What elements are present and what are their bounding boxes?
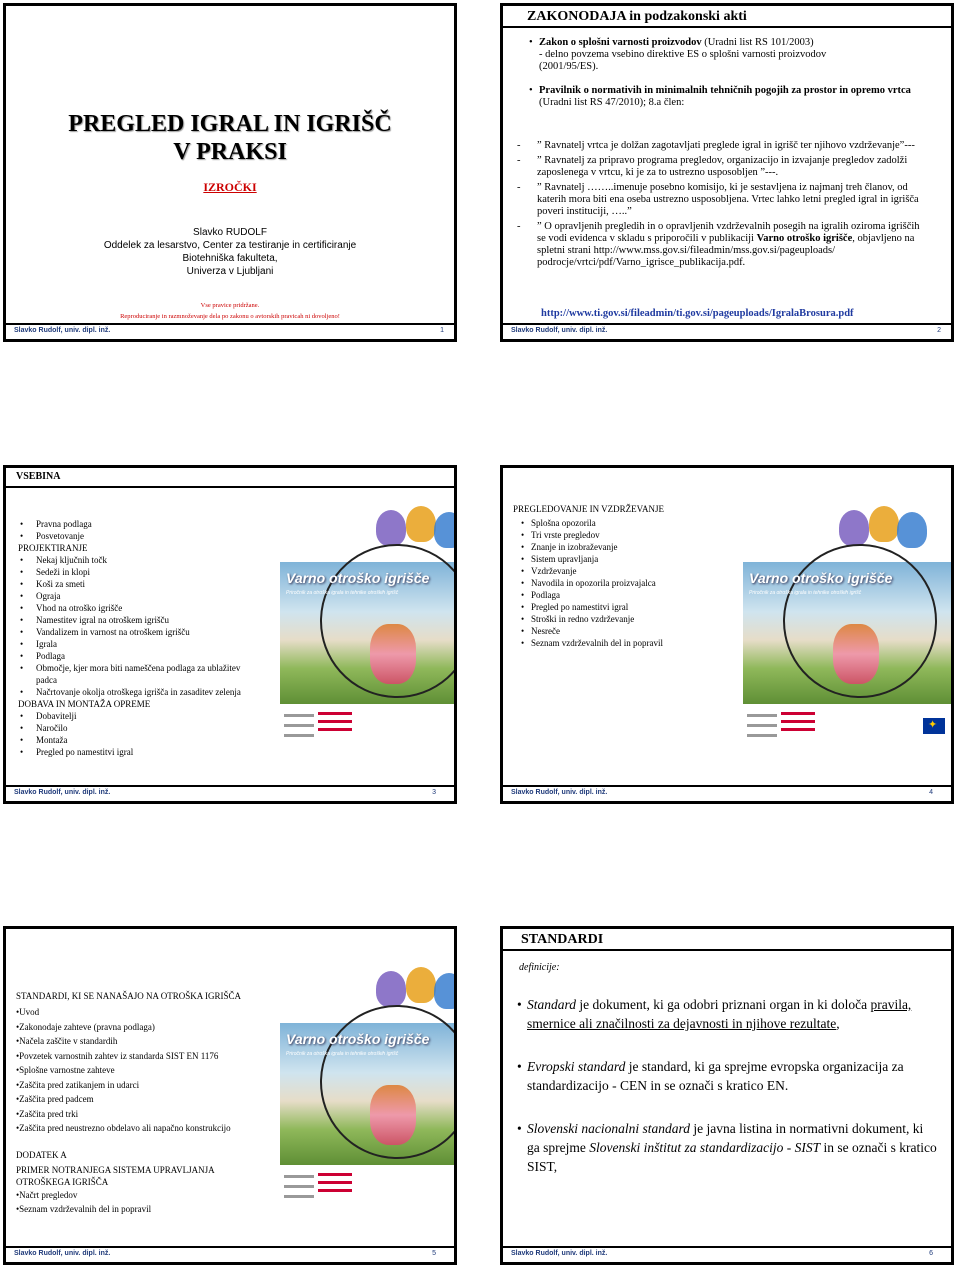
rule-title: Pravilnik o normativih in minimalnih tehničnih pogojih za prostor in opremo vrtca bbox=[539, 85, 911, 96]
standards-list bbox=[16, 1005, 272, 1136]
appendix bbox=[16, 1149, 266, 1216]
child-image bbox=[370, 624, 416, 684]
contents-item: • Sedeži in klopi bbox=[18, 566, 250, 578]
hand-icon bbox=[434, 973, 457, 1009]
cover-title: Varno otroško igrišče bbox=[286, 1031, 430, 1047]
maintenance-item: • Pregled po namestitvi igral bbox=[531, 601, 731, 613]
rights-line: Reproduciranje in razmnoževanje dela po zakonu o avtorskih pravicah ni dovoljeno! bbox=[120, 313, 340, 320]
slide-title: VSEBINA bbox=[6, 468, 454, 488]
contents-item: • Nekaj ključnih točk bbox=[18, 554, 250, 566]
dash-item: - ” Ravnatelj vrtca je dolžan zagotavljati preglede igral in igrišč ter njihovo vzdrževanje”--- bbox=[517, 140, 915, 151]
org-line: Biotehniška fakulteta, bbox=[182, 253, 278, 264]
rights-line: Vse pravice pridržane. bbox=[200, 302, 260, 309]
ministry-logos bbox=[747, 708, 867, 744]
cover-subtitle: Priročnik za otroška igrala in tehnike otroških igrišč bbox=[286, 590, 399, 596]
standards-item: •Uvod bbox=[16, 1007, 40, 1017]
term: Standard bbox=[527, 997, 577, 1012]
brochure-cover bbox=[280, 965, 457, 1205]
standards-item: •Načela zaščite v standardih bbox=[16, 1036, 118, 1046]
maintenance-item: • Vzdrževanje bbox=[531, 565, 731, 577]
standards-item: •Zaščita pred zatikanjem in udarci bbox=[16, 1079, 140, 1090]
slide-footer bbox=[6, 323, 454, 339]
law-desc: - delno povzema vsebino direktive ES o splošni varnosti proizvodov bbox=[539, 49, 827, 60]
slide-2 bbox=[500, 3, 954, 342]
standards-item: •Zaščita pred neustrezno obdelavo ali napačno konstrukcijo bbox=[16, 1123, 231, 1133]
slide-5 bbox=[3, 926, 457, 1265]
cover-title: Varno otroško igrišče bbox=[749, 570, 893, 586]
contents-item: • Pravna podlaga bbox=[18, 518, 250, 530]
contents-item: • Vandalizem in varnost na otroškem igrišču bbox=[18, 626, 250, 638]
appendix-item: •Načrt pregledov bbox=[16, 1189, 78, 1200]
brochure-link[interactable]: http://www.ti.gov.si/fileadmin/ti.gov.si/pageuploads/IgralaBrosura.pdf bbox=[541, 308, 854, 319]
appendix-item: PRIMER NOTRANJEGA SISTEMA UPRAVLJANJA OTROŠKEGA IGRIŠČA bbox=[16, 1164, 215, 1187]
ministry-logos bbox=[284, 708, 404, 744]
contents-item: • Koši za smeti bbox=[18, 578, 250, 590]
hand-icon bbox=[406, 967, 436, 1003]
hand-icon bbox=[839, 510, 869, 546]
maintenance-item: • Tri vrste pregledov bbox=[531, 529, 731, 541]
contents-item: • Območje, kjer mora biti nameščena podlaga za ublažitev padca bbox=[18, 662, 250, 686]
contents-item: DOBAVA IN MONTAŽA OPREME bbox=[18, 699, 151, 709]
subtitle: IZROČKI bbox=[203, 180, 257, 194]
dash-list bbox=[517, 140, 925, 269]
org-line: Oddelek za lesarstvo, Center za testiranje in certificiranje bbox=[103, 240, 357, 251]
standards-item: •Povzetek varnostnih zahtev iz standarda SIST EN 1176 bbox=[16, 1050, 219, 1061]
ministry-logos bbox=[284, 1169, 404, 1205]
slide-title: STANDARDI bbox=[503, 929, 951, 951]
footer-author: Slavko Rudolf, univ. dipl. inž. bbox=[14, 789, 111, 796]
dash-text: ” Ravnatelj za pripravo programa pregledov, organizacijo in izvajanje pregledov zadolži zaposlenega v vrtcu, ki je za to ustrezno usposobljen ”---. bbox=[537, 155, 908, 178]
footer-author: Slavko Rudolf, univ. dipl. inž. bbox=[511, 789, 608, 796]
contents-item: • Načrtovanje okolja otroškega igrišča in zasaditev zelenja bbox=[18, 686, 250, 698]
maintenance-item: • Znanje in izobraževanje bbox=[531, 541, 731, 553]
slide-title bbox=[6, 110, 454, 166]
page-number: 4 bbox=[929, 789, 933, 796]
slide-1 bbox=[3, 3, 457, 342]
slide-body bbox=[539, 37, 941, 109]
def-text: in se označi s kratico SIST, bbox=[527, 1140, 937, 1174]
page-number: 1 bbox=[440, 327, 444, 334]
contents-item: • Pregled po namestitvi igral bbox=[18, 746, 250, 758]
child-image bbox=[370, 1085, 416, 1145]
bullet-law bbox=[539, 37, 941, 73]
law-ref: (Uradni list RS 101/2003) bbox=[701, 37, 814, 48]
brochure-cover bbox=[280, 504, 457, 744]
def-text: je javna listina in normativni dokument, ki ga sprejme bbox=[527, 1121, 924, 1155]
slide-footer bbox=[6, 1246, 454, 1262]
maintenance-item: • Splošna opozorila bbox=[531, 517, 731, 529]
page-number: 3 bbox=[432, 789, 436, 796]
term: Slovenski inštitut za standardizacijo - SIST bbox=[589, 1140, 821, 1155]
standards-item: •Zaščita pred padcem bbox=[16, 1094, 94, 1104]
definitions-label: definicije: bbox=[519, 962, 560, 973]
contents-item: • Posvetovanje bbox=[18, 530, 250, 542]
slide-4 bbox=[500, 465, 954, 804]
bullet-rule bbox=[539, 85, 941, 109]
dash-text: ” Ravnatelj ……..imenuje posebno komisijo, ki je sestavljena iz najmanj treh članov, od katerih mora biti ena oseba ustrezno usposobljena. Vrtec lahko letni pregled igral in igrišča poveri instituciji, …..” bbox=[537, 182, 919, 217]
section-heading: PREGLEDOVANJE IN VZDRŽEVANJE bbox=[513, 504, 665, 514]
org-line: Univerza v Ljubljani bbox=[186, 266, 274, 277]
dash-item: - ” Ravnatelj za pripravo programa pregledov, organizacijo in izvajanje pregledov zadolži zaposlenega v vrtcu, ki je za to ustrezno usposobljen ”---. bbox=[517, 155, 908, 178]
contents-item: • Naročilo bbox=[18, 722, 250, 734]
brochure-cover bbox=[743, 504, 953, 744]
hand-icon bbox=[376, 971, 406, 1007]
term: Slovenski nacionalni standard bbox=[527, 1121, 690, 1136]
slide-3 bbox=[3, 465, 457, 804]
hand-icon bbox=[869, 506, 899, 542]
publication-name: Varno otroško igrišče bbox=[756, 233, 853, 244]
def-underlined: pravila, smernice ali značilnosti za dejavnosti in njihove rezultate bbox=[527, 997, 912, 1031]
term: Evropski standard bbox=[527, 1059, 626, 1074]
maintenance-item: • Stroški in redno vzdrževanje bbox=[531, 613, 731, 625]
section-heading: STANDARDI, KI SE NANAŠAJO NA OTROŠKA IGRIŠČA bbox=[16, 991, 242, 1001]
contents-item: • Namestitev igral na otroškem igrišču bbox=[18, 614, 250, 626]
dash-text: ” Ravnatelj vrtca je dolžan zagotavljati preglede igral in igrišč ter njihovo vzdrževanje”--- bbox=[537, 140, 915, 151]
slide-footer bbox=[503, 785, 951, 801]
rights bbox=[6, 300, 454, 322]
def-text: , bbox=[836, 1016, 840, 1031]
law-title: Zakon o splošni varnosti proizvodov bbox=[539, 37, 702, 48]
cover-title: Varno otroško igrišče bbox=[286, 570, 430, 586]
hand-icon bbox=[897, 512, 927, 548]
slide-title: ZAKONODAJA in podzakonski akti bbox=[503, 6, 951, 28]
author-block bbox=[6, 226, 454, 278]
def-standard bbox=[527, 995, 939, 1033]
cover-subtitle: Priročnik za otroška igrala in tehnike otroških igrišč bbox=[286, 1051, 399, 1057]
hand-icon bbox=[406, 506, 436, 542]
hand-icon bbox=[376, 510, 406, 546]
title-line-2: V PRAKSI bbox=[173, 139, 287, 165]
appendix-title: DODATEK A bbox=[16, 1150, 67, 1160]
maintenance-item: • Navodila in opozorila proizvajalca bbox=[531, 577, 731, 589]
slide-footer bbox=[503, 323, 951, 339]
contents-item: • Podlaga bbox=[18, 650, 250, 662]
maintenance-item: • Podlaga bbox=[531, 589, 731, 601]
dash-item: - ” Ravnatelj ……..imenuje posebno komisijo, ki je sestavljena iz najmanj treh članov, od katerih mora biti ena oseba ustrezno usposobljena. Vrtec lahko letni pregled igral in igrišča poveri instituciji, …..” bbox=[517, 182, 919, 217]
standards-item: •Splošne varnostne zahteve bbox=[16, 1065, 115, 1075]
def-text: je dokument, ki ga odobri priznani organ in ki določa bbox=[576, 997, 871, 1012]
appendix-item: •Seznam vzdrževalnih del in popravil bbox=[16, 1204, 152, 1214]
maintenance-item: • Sistem upravljanja bbox=[531, 553, 731, 565]
standards-item: •Zakonodaje zahteve (pravna podlaga) bbox=[16, 1021, 155, 1032]
slide-6 bbox=[500, 926, 954, 1265]
contents-item: • Ograja bbox=[18, 590, 250, 602]
definitions bbox=[527, 995, 939, 1176]
footer-author: Slavko Rudolf, univ. dipl. inž. bbox=[14, 327, 111, 334]
cover-subtitle: Priročnik za otroška igrala in tehnike otroških igrišč bbox=[749, 590, 862, 596]
contents-item: • Igrala bbox=[18, 638, 250, 650]
contents-list bbox=[18, 518, 250, 758]
dash-text: , objavljeno na spletni strani http://www.mss.gov.si/fileadmin/mss.gov.si/pageuploads/ podrocje/vrtci/pdf/Varno_igrisce_publikacija.pdf. bbox=[537, 233, 915, 268]
dash-text: ” O opravljenih pregledih in o opravljenih vzdrževalnih posegih na igralih oziroma igriščih se vodi evidenca v skladu s priporočili v publikaciji bbox=[537, 221, 920, 244]
child-image bbox=[833, 624, 879, 684]
contents-item: • Vhod na otroško igrišče bbox=[18, 602, 250, 614]
page-number: 6 bbox=[929, 1250, 933, 1257]
title-line-1: PREGLED IGRAL IN IGRIŠČ bbox=[68, 111, 392, 137]
dash-item: - ” O opravljenih pregledih in o opravljenih vzdrževalnih posegih na igralih oziroma igriščih se vodi evidenca v skladu s priporočili v publikaciji Varno otroško igrišče, objavljeno na spletni strani http://www.mss.gov.si/fileadmin/mss.gov.si/pageuploads/ podrocje/vrtci/pdf/Varno_igrisce_publikacija.pdf. bbox=[517, 221, 920, 268]
slide-footer bbox=[503, 1246, 951, 1262]
contents-item: PROJEKTIRANJE bbox=[18, 543, 88, 553]
law-desc: (2001/95/ES). bbox=[539, 61, 599, 72]
contents-item: • Dobavitelji bbox=[18, 710, 250, 722]
footer-author: Slavko Rudolf, univ. dipl. inž. bbox=[511, 327, 608, 334]
eu-flag-icon bbox=[923, 718, 945, 734]
page-number: 2 bbox=[937, 327, 941, 334]
def-si-standard bbox=[527, 1119, 939, 1176]
def-eu-standard bbox=[527, 1057, 939, 1095]
contents-item: • Montaža bbox=[18, 734, 250, 746]
maintenance-list bbox=[531, 517, 731, 649]
maintenance-item: • Seznam vzdrževalnih del in popravil bbox=[531, 637, 731, 649]
footer-author: Slavko Rudolf, univ. dipl. inž. bbox=[14, 1250, 111, 1257]
standards-item: •Zaščita pred trki bbox=[16, 1108, 79, 1119]
hand-icon bbox=[434, 512, 457, 548]
page-number: 5 bbox=[432, 1250, 436, 1257]
def-text: je standard, ki ga sprejme evropska organizacija za standardizacijo - CEN in se označi s kratico EN. bbox=[527, 1059, 904, 1093]
maintenance-item: • Nesreče bbox=[531, 625, 731, 637]
rule-ref: (Uradni list RS 47/2010); 8.a člen: bbox=[539, 97, 685, 108]
footer-author: Slavko Rudolf, univ. dipl. inž. bbox=[511, 1250, 608, 1257]
slide-footer bbox=[6, 785, 454, 801]
author-name: Slavko RUDOLF bbox=[193, 227, 267, 238]
